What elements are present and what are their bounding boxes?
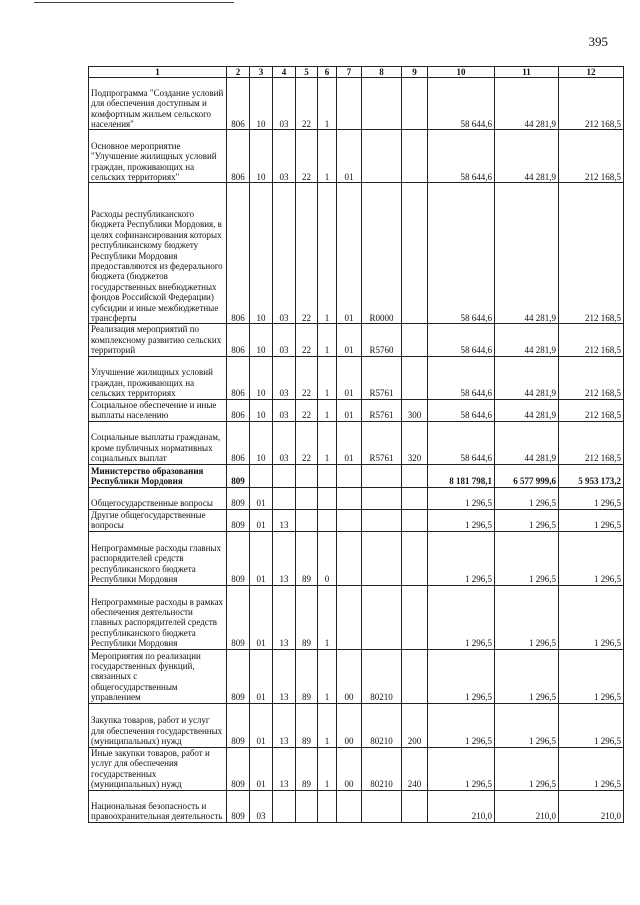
program-code: 22 (296, 183, 318, 324)
amount-col10: 1 296,5 (428, 703, 495, 747)
amount-col12: 1 296,5 (559, 703, 624, 747)
program-code: 22 (296, 324, 318, 356)
section-code: 10 (250, 78, 273, 130)
page-number: 395 (588, 34, 608, 49)
program-code (296, 487, 318, 509)
subsection-code: 03 (273, 399, 296, 421)
gov-code: 809 (227, 531, 250, 585)
subsection-code: 03 (273, 78, 296, 130)
amount-col11: 1 296,5 (495, 747, 559, 790)
section-code: 10 (250, 399, 273, 421)
section-code: 03 (250, 790, 273, 822)
program-code (296, 790, 318, 822)
section-code: 01 (250, 585, 273, 649)
activity-code (337, 487, 362, 509)
amount-col12: 212 168,5 (559, 324, 624, 356)
expense-type-code (402, 78, 428, 130)
expense-type-code (402, 509, 428, 531)
expense-type-code (402, 183, 428, 324)
expense-type-code (402, 790, 428, 822)
amount-col11: 44 281,9 (495, 421, 559, 464)
gov-code: 809 (227, 703, 250, 747)
column-header-2: 2 (227, 67, 250, 78)
target-code (362, 509, 402, 531)
gov-code: 809 (227, 747, 250, 790)
program-code: 89 (296, 531, 318, 585)
amount-col12: 1 296,5 (559, 649, 624, 703)
activity-code: 01 (337, 183, 362, 324)
activity-code: 01 (337, 130, 362, 183)
section-code: 10 (250, 356, 273, 399)
section-code: 10 (250, 183, 273, 324)
amount-col12: 212 168,5 (559, 183, 624, 324)
column-header-9: 9 (402, 67, 428, 78)
subprogram-code: 1 (318, 130, 337, 183)
table-row (89, 421, 624, 464)
amount-col11: 44 281,9 (495, 78, 559, 130)
subsection-code: 03 (273, 356, 296, 399)
amount-col12: 1 296,5 (559, 747, 624, 790)
row-name: Социальное обеспечение и иные выплаты населению (89, 399, 227, 421)
column-header-4: 4 (273, 67, 296, 78)
amount-col10: 1 296,5 (428, 747, 495, 790)
activity-code: 01 (337, 356, 362, 399)
subprogram-code: 1 (318, 183, 337, 324)
amount-col11: 1 296,5 (495, 649, 559, 703)
gov-code: 809 (227, 464, 250, 487)
table-row (89, 747, 624, 790)
expense-type-code (402, 356, 428, 399)
program-code: 89 (296, 585, 318, 649)
table-row (89, 703, 624, 747)
target-code: 80210 (362, 703, 402, 747)
subsection-code: 03 (273, 183, 296, 324)
amount-col10: 58 644,6 (428, 183, 495, 324)
column-header-3: 3 (250, 67, 273, 78)
amount-col10: 1 296,5 (428, 509, 495, 531)
subprogram-code: 1 (318, 585, 337, 649)
column-header-12: 12 (559, 67, 624, 78)
column-header-10: 10 (428, 67, 495, 78)
amount-col12: 1 296,5 (559, 509, 624, 531)
amount-col10: 58 644,6 (428, 130, 495, 183)
gov-code: 806 (227, 421, 250, 464)
row-name: Подпрограмма "Создание условий для обеспечения доступным и комфортным жильем сельского населения" (89, 78, 227, 130)
row-name: Улучшение жилищных условий граждан, проживающих на сельских территориях (89, 356, 227, 399)
table-row (89, 464, 624, 487)
subprogram-code: 1 (318, 324, 337, 356)
activity-code (337, 509, 362, 531)
subprogram-code: 1 (318, 747, 337, 790)
table-row (89, 78, 624, 130)
expense-type-code: 320 (402, 421, 428, 464)
amount-col10: 1 296,5 (428, 585, 495, 649)
program-code: 89 (296, 649, 318, 703)
amount-col11: 44 281,9 (495, 324, 559, 356)
amount-col12: 212 168,5 (559, 78, 624, 130)
row-name: Социальные выплаты гражданам, кроме публичных нормативных социальных выплат (89, 421, 227, 464)
subprogram-code (318, 464, 337, 487)
amount-col10: 58 644,6 (428, 324, 495, 356)
target-code: R0000 (362, 183, 402, 324)
section-code: 01 (250, 703, 273, 747)
subsection-code (273, 487, 296, 509)
expense-type-code (402, 585, 428, 649)
subprogram-code: 0 (318, 531, 337, 585)
section-code: 10 (250, 324, 273, 356)
section-code: 01 (250, 531, 273, 585)
gov-code: 806 (227, 324, 250, 356)
subsection-code: 03 (273, 324, 296, 356)
table-row (89, 531, 624, 585)
expense-type-code: 200 (402, 703, 428, 747)
amount-col10: 1 296,5 (428, 649, 495, 703)
row-name: Основное мероприятие "Улучшение жилищных условий граждан, проживающих на сельских территориях" (89, 130, 227, 183)
amount-col10: 1 296,5 (428, 531, 495, 585)
amount-col10: 1 296,5 (428, 487, 495, 509)
subsection-code: 13 (273, 703, 296, 747)
activity-code: 01 (337, 324, 362, 356)
amount-col12: 212 168,5 (559, 356, 624, 399)
program-code: 22 (296, 130, 318, 183)
column-header-6: 6 (318, 67, 337, 78)
section-code: 10 (250, 421, 273, 464)
program-code: 89 (296, 747, 318, 790)
target-code (362, 130, 402, 183)
amount-col12: 212 168,5 (559, 130, 624, 183)
table-row (89, 356, 624, 399)
amount-col12: 212 168,5 (559, 399, 624, 421)
activity-code: 01 (337, 399, 362, 421)
row-name: Непрограммные расходы в рамках обеспечения деятельности главных распорядителей средств республиканского бюджета Республики Мордовия (89, 585, 227, 649)
program-code (296, 464, 318, 487)
top-rule (34, 2, 234, 3)
gov-code: 806 (227, 183, 250, 324)
row-name: Расходы республиканского бюджета Республики Мордовия, в целях софинансирования которых республиканскому бюджету Республики Мордовия предоставляются из федерального бюджета (бюджетов государственных внебюджетных фондов Российской Федерации) субсидии и иные межбюджетные трансферты (89, 183, 227, 324)
expense-type-code: 300 (402, 399, 428, 421)
table-row (89, 790, 624, 822)
target-code (362, 585, 402, 649)
amount-col12: 1 296,5 (559, 487, 624, 509)
amount-col10: 58 644,6 (428, 399, 495, 421)
row-name: Закупка товаров, работ и услуг для обеспечения государственных (муниципальных) нужд (89, 703, 227, 747)
amount-col10: 58 644,6 (428, 421, 495, 464)
column-header-5: 5 (296, 67, 318, 78)
target-code: R5761 (362, 421, 402, 464)
subprogram-code: 1 (318, 399, 337, 421)
gov-code: 809 (227, 790, 250, 822)
gov-code: 809 (227, 649, 250, 703)
subprogram-code: 1 (318, 649, 337, 703)
amount-col11: 210,0 (495, 790, 559, 822)
subprogram-code: 1 (318, 78, 337, 130)
expense-type-code (402, 649, 428, 703)
activity-code (337, 790, 362, 822)
amount-col10: 8 181 798,1 (428, 464, 495, 487)
amount-col12: 5 953 173,2 (559, 464, 624, 487)
amount-col11: 1 296,5 (495, 703, 559, 747)
target-code: R5760 (362, 324, 402, 356)
expense-type-code (402, 464, 428, 487)
activity-code: 00 (337, 649, 362, 703)
target-code: 80210 (362, 649, 402, 703)
subsection-code: 03 (273, 421, 296, 464)
amount-col11: 1 296,5 (495, 531, 559, 585)
column-header-11: 11 (495, 67, 559, 78)
gov-code: 809 (227, 585, 250, 649)
amount-col10: 210,0 (428, 790, 495, 822)
table-row (89, 183, 624, 324)
amount-col11: 44 281,9 (495, 356, 559, 399)
gov-code: 809 (227, 509, 250, 531)
subsection-code: 03 (273, 130, 296, 183)
target-code (362, 790, 402, 822)
section-code (250, 464, 273, 487)
expense-type-code (402, 130, 428, 183)
program-code (296, 509, 318, 531)
subprogram-code: 1 (318, 703, 337, 747)
expense-type-code (402, 531, 428, 585)
row-name: Национальная безопасность и правоохранительная деятельность (89, 790, 227, 822)
table-row (89, 649, 624, 703)
activity-code: 00 (337, 703, 362, 747)
section-code: 10 (250, 130, 273, 183)
expense-type-code (402, 487, 428, 509)
amount-col11: 6 577 999,6 (495, 464, 559, 487)
subprogram-code (318, 790, 337, 822)
amount-col11: 44 281,9 (495, 399, 559, 421)
amount-col10: 58 644,6 (428, 356, 495, 399)
column-header-7: 7 (337, 67, 362, 78)
budget-table (88, 66, 624, 823)
target-code (362, 531, 402, 585)
expense-type-code: 240 (402, 747, 428, 790)
subsection-code: 13 (273, 747, 296, 790)
table-row (89, 399, 624, 421)
subsection-code: 13 (273, 585, 296, 649)
row-name: Реализация мероприятий по комплексному развитию сельских территорий (89, 324, 227, 356)
program-code: 89 (296, 703, 318, 747)
amount-col12: 210,0 (559, 790, 624, 822)
activity-code (337, 531, 362, 585)
table-row (89, 324, 624, 356)
subsection-code: 13 (273, 509, 296, 531)
subprogram-code (318, 509, 337, 531)
subprogram-code: 1 (318, 356, 337, 399)
row-name: Министерство образования Республики Мордовия (89, 464, 227, 487)
amount-col11: 1 296,5 (495, 509, 559, 531)
section-code: 01 (250, 747, 273, 790)
table-header-row (89, 67, 624, 78)
amount-col11: 1 296,5 (495, 585, 559, 649)
section-code: 01 (250, 649, 273, 703)
expense-type-code (402, 324, 428, 356)
column-header-8: 8 (362, 67, 402, 78)
row-name: Мероприятия по реализации государственных функций, связанных с общегосударственным управлением (89, 649, 227, 703)
row-name: Иные закупки товаров, работ и услуг для обеспечения государственных (муниципальных) нужд (89, 747, 227, 790)
target-code (362, 464, 402, 487)
column-header-1: 1 (89, 67, 227, 78)
gov-code: 806 (227, 130, 250, 183)
amount-col11: 1 296,5 (495, 487, 559, 509)
program-code: 22 (296, 421, 318, 464)
activity-code (337, 585, 362, 649)
program-code: 22 (296, 78, 318, 130)
amount-col12: 212 168,5 (559, 421, 624, 464)
subprogram-code: 1 (318, 421, 337, 464)
activity-code (337, 78, 362, 130)
table-row (89, 487, 624, 509)
row-name: Непрограммные расходы главных распорядителей средств республиканского бюджета Республики Мордовия (89, 531, 227, 585)
activity-code (337, 464, 362, 487)
target-code: R5761 (362, 356, 402, 399)
section-code: 01 (250, 487, 273, 509)
row-name: Другие общегосударственные вопросы (89, 509, 227, 531)
target-code: 80210 (362, 747, 402, 790)
amount-col11: 44 281,9 (495, 130, 559, 183)
program-code: 22 (296, 356, 318, 399)
amount-col12: 1 296,5 (559, 585, 624, 649)
activity-code: 00 (337, 747, 362, 790)
target-code: R5761 (362, 399, 402, 421)
section-code: 01 (250, 509, 273, 531)
amount-col11: 44 281,9 (495, 183, 559, 324)
row-name: Общегосударственные вопросы (89, 487, 227, 509)
gov-code: 806 (227, 78, 250, 130)
table-row (89, 130, 624, 183)
gov-code: 809 (227, 487, 250, 509)
subprogram-code (318, 487, 337, 509)
gov-code: 806 (227, 356, 250, 399)
gov-code: 806 (227, 399, 250, 421)
subsection-code: 13 (273, 531, 296, 585)
amount-col10: 58 644,6 (428, 78, 495, 130)
table-row (89, 585, 624, 649)
subsection-code (273, 464, 296, 487)
amount-col12: 1 296,5 (559, 531, 624, 585)
subsection-code: 13 (273, 649, 296, 703)
target-code (362, 78, 402, 130)
target-code (362, 487, 402, 509)
program-code: 22 (296, 399, 318, 421)
subsection-code (273, 790, 296, 822)
table-row (89, 509, 624, 531)
activity-code: 01 (337, 421, 362, 464)
